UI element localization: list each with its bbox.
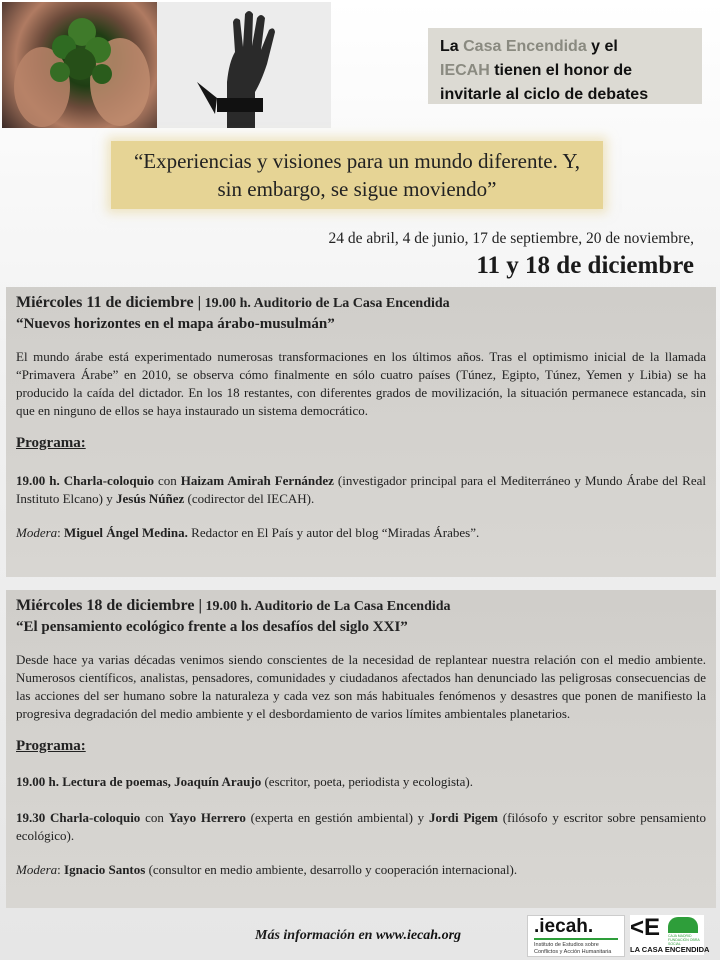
dates-highlight: 11 y 18 de diciembre [476,252,694,279]
session-2-moderator: Modera: Ignacio Santos (consultor en medio ambiente, desarrollo y cooperación internacional). [16,862,518,877]
invite-iecah: IECAH [440,62,490,79]
session-2-title: “El pensamiento ecológico frente a los desafíos del siglo XXI” [16,619,408,635]
iecah-website-link[interactable]: www.iecah.org [375,928,462,943]
program-item-time: 19.00 h. Charla-coloquio [16,473,155,488]
session-1-moderator: Modera: Miguel Ángel Medina. Redactor en El País y autor del blog “Miradas Árabes”. [16,525,480,540]
session-2-header [16,596,706,617]
session-2-day: Miércoles 18 de diciembre | [16,597,202,614]
moderator-name: Miguel Ángel Medina. [64,525,188,540]
moderator-label: Modera [16,862,58,877]
invite-text-3: tienen el honor de invitarle al ciclo de debates [440,62,649,103]
session-2 [6,590,716,908]
program-item-time: 19.30 Charla-coloquio [16,810,141,825]
session-2-program-item-2 [16,809,706,845]
lce-logo-small: CAJA MADRID FUNDACIÓN OBRA SOCIAL [668,934,700,946]
invite-text-2: y el [586,38,618,55]
lce-logo-mark [668,917,698,933]
program-item-text: (experta en gestión ambiental) y [245,810,429,825]
la-casa-encendida-logo [630,914,710,955]
cycle-title: “Experiencias y visiones para un mundo diferente. Y, sin embargo, se sigue moviendo” [111,141,603,209]
iecah-logo [527,915,625,957]
moderator-desc: Redactor en El País y autor del blog “Miradas Árabes”. [187,525,480,540]
lce-logo-text: LA CASA ENCENDIDA [630,945,710,954]
program-item-speaker: Jesús Núñez [116,491,185,506]
session-2-place: 19.00 h. Auditorio de La Casa Encendida [202,599,451,614]
invite-casa-encendida: Casa Encendida [463,38,587,55]
invite-text-1: La [440,38,464,55]
plant-in-hands-photo [2,2,157,128]
session-2-description: Desde hace ya varias décadas venimos siendo conscientes de la necesidad de replantear nuestra relación con el medio ambiente. Numerosos científicos, analistas, pensadores, comunidades y ciudadanos afectados han denunciado las peligrosas consecuencias de las acciones del ser humano sobre la naturaleza y cada vez son más habituales fenómenos y desastres que ponen de manifiesto la progresiva degradación del medio ambiente y el desbordamiento de varios límites ambientales planetarios. [16,652,706,721]
more-info-prefix: Más información en [255,928,376,943]
dates-line: 24 de abril, 4 de junio, 17 de septiembre, 20 de noviembre, [328,230,694,247]
program-item-time: 19.00 h. Lectura de poemas, Joaquín Araujo [16,774,262,789]
iecah-logo-sub: Instituto de Estudios sobre Conflictos y Acción Humanitaria [534,942,612,955]
moderator-desc: (consultor en medio ambiente, desarrollo y cooperación internacional). [145,862,518,877]
session-1-program-item [16,472,706,508]
program-item-text: (investigador principal para el Mediterráneo y Mundo Árabe del Real Instituto Elcano) y [16,473,706,506]
raised-hand-photo [157,2,331,128]
session-1-programa-label: Programa: [16,435,86,451]
session-2-program-item-1 [16,773,706,791]
program-item-speaker: Haizam Amirah Fernández [180,473,334,488]
program-item-text: con [154,473,181,488]
iecah-logo-text: .iecah. [534,916,594,937]
program-item-text: (filósofo y escritor sobre pensamiento ecológico). [16,810,706,843]
program-item-text: (codirector del IECAH). [184,491,315,506]
session-1-title: “Nuevos horizontes en el mapa árabo-musulmán” [16,316,335,332]
program-item-speaker: Yayo Herrero [168,810,246,825]
moderator-name: Ignacio Santos [64,862,146,877]
program-item-text: con [140,810,169,825]
moderator-label: Modera [16,525,58,540]
program-item-text: (escritor, poeta, periodista y ecologista). [261,774,473,789]
session-1-day: Miércoles 11 de diciembre | [16,294,202,311]
invitation-box [428,28,702,104]
program-item-speaker: Jordi Pigem [428,810,499,825]
session-1-header [16,293,706,314]
lce-logo-letters: <E [630,914,661,941]
session-1 [6,287,716,577]
session-1-place: 19.00 h. Auditorio de La Casa Encendida [201,296,450,311]
session-2-programa-label: Programa: [16,738,86,754]
session-1-description: El mundo árabe está experimentado numerosas transformaciones en los últimos años. Tras el optimismo inicial de la llamada “Primavera Árabe” en 2010, se observa cómo finalmente en sólo cuatro países (Túnez, Egipto, Túnez, Yemen y Libia) se ha producido la caída del dictador. En los 18 restantes, con diferentes grados de movilización, la situación permanece estancada, sin que en ninguno de ellos se haya instaurado un sistema democrático. [16,349,706,418]
more-info-line [255,928,461,944]
